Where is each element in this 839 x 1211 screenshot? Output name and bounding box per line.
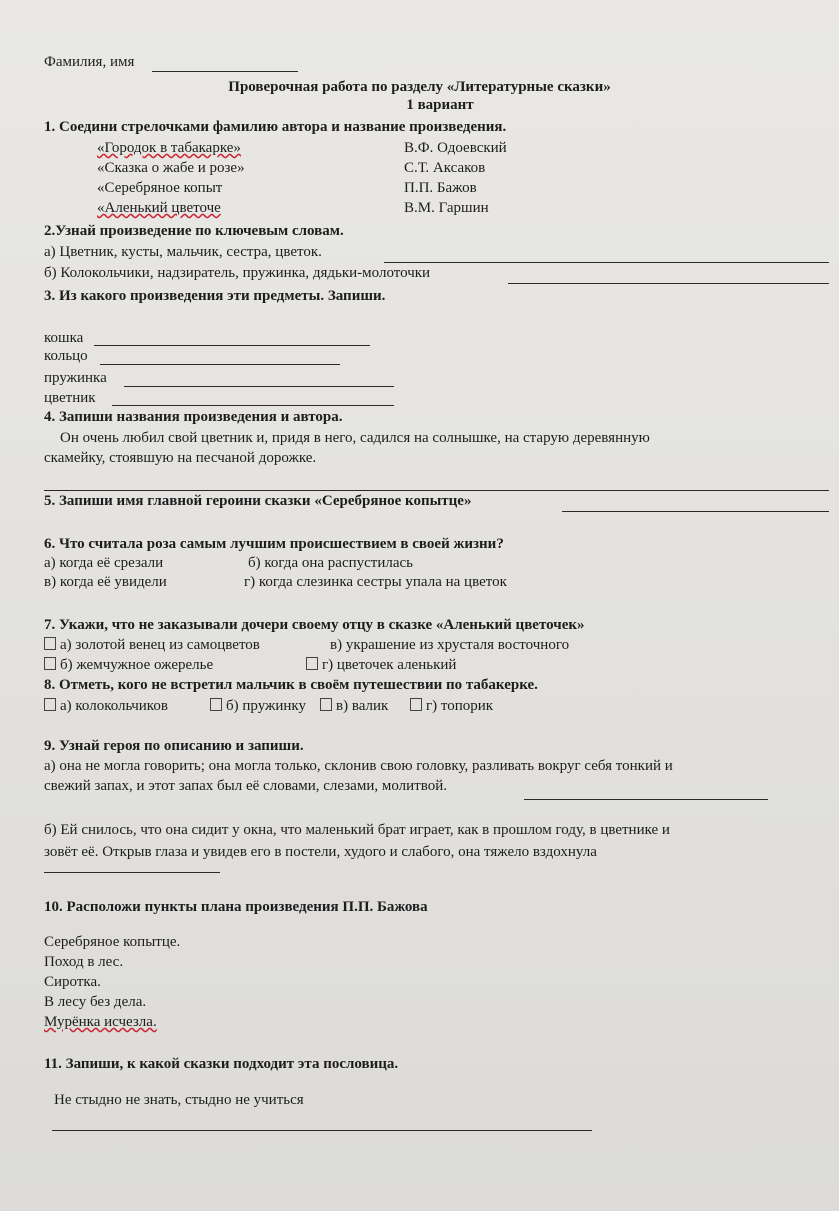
q4-text-line-2: скамейку, стоявшую на песчаной дорожке.: [44, 450, 317, 466]
q9-answer-line-a[interactable]: [524, 799, 768, 800]
q8-title: 8. Отметь, кого не встретил мальчик в своём путешествии по табакерке.: [44, 677, 538, 693]
q1-work-2: «Сказка о жабе и розе»: [97, 160, 245, 176]
checkbox-icon[interactable]: [410, 698, 422, 711]
q7-option-c[interactable]: б) жемчужное ожерелье: [44, 656, 213, 674]
q7-option-b[interactable]: в) украшение из хрусталя восточного: [330, 637, 570, 653]
q2-option-b: б) Колокольчики, надзиратель, пружинка, дядьки-молоточки: [44, 265, 431, 281]
q6-option-d[interactable]: г) когда слезинка сестры упала на цветок: [244, 574, 507, 590]
q10-plan-item-3: Сиротка.: [44, 974, 101, 990]
q5-title: 5. Запиши имя главной героини сказки «Серебряное копытце»: [44, 493, 472, 509]
q5-answer-line[interactable]: [562, 511, 829, 512]
checkbox-icon[interactable]: [320, 698, 332, 711]
q2-option-a: а) Цветник, кусты, мальчик, сестра, цветок.: [44, 244, 322, 260]
q7-title: 7. Укажи, что не заказывали дочери своему отцу в сказке «Аленький цветочек»: [44, 617, 585, 633]
q2-title: 2.Узнай произведение по ключевым словам.: [44, 223, 344, 239]
q1-author-2: С.Т. Аксаков: [404, 160, 486, 176]
q10-plan-item-2: Поход в лес.: [44, 954, 124, 970]
q3-answer-line-4[interactable]: [112, 405, 394, 406]
q2-answer-line-a[interactable]: [384, 262, 829, 263]
name-answer-line[interactable]: [152, 71, 298, 72]
q9-title: 9. Узнай героя по описанию и запиши.: [44, 738, 304, 754]
q7-option-d[interactable]: г) цветочек аленький: [306, 656, 456, 674]
q6-option-c[interactable]: в) когда её увидели: [44, 574, 167, 590]
q10-plan-item-5: Мурёнка исчезла.: [44, 1014, 157, 1030]
q3-item-4: цветник: [44, 390, 96, 406]
q10-plan-item-1: Серебряное копытце.: [44, 934, 181, 950]
q11-title: 11. Запиши, к какой сказки подходит эта пословица.: [44, 1056, 399, 1072]
name-label: Фамилия, имя: [44, 54, 135, 70]
q1-work-1: «Городок в табакарке»: [97, 140, 241, 156]
q9-part-a-line-1: а) она не могла говорить; она могла только, склонив свою головку, разливать вокруг себя тонкий и: [44, 758, 673, 774]
q11-proverb: Не стыдно не знать, стыдно не учиться: [54, 1092, 304, 1108]
q3-answer-line-3[interactable]: [124, 386, 394, 387]
q2-answer-line-b[interactable]: [508, 283, 829, 284]
checkbox-icon[interactable]: [44, 637, 56, 650]
q7-option-a[interactable]: а) золотой венец из самоцветов: [44, 636, 260, 654]
q3-answer-line-2[interactable]: [100, 364, 340, 365]
q8-option-a[interactable]: а) колокольчиков: [44, 697, 168, 715]
q3-title: 3. Из какого произведения эти предметы. Запиши.: [44, 288, 386, 304]
q3-item-3: пружинка: [44, 370, 107, 386]
q3-item-1: кошка: [44, 330, 84, 346]
q3-item-2: кольцо: [44, 348, 88, 364]
q9-part-b-line-1: б) Ей снилось, что она сидит у окна, что маленький брат играет, как в прошлом году, в цветнике и: [44, 822, 670, 838]
checkbox-icon[interactable]: [44, 698, 56, 711]
checkbox-icon[interactable]: [44, 657, 56, 670]
q10-plan-item-4: В лесу без дела.: [44, 994, 147, 1010]
q4-title: 4. Запиши названия произведения и автора.: [44, 409, 343, 425]
q1-work-4: «Аленький цветоче: [97, 200, 221, 216]
q1-title: 1. Соедини стрелочками фамилию автора и название произведения.: [44, 119, 507, 135]
variant-label: 1 вариант: [406, 97, 474, 113]
q8-option-b[interactable]: б) пружинку: [210, 697, 306, 715]
q9-part-b-line-2: зовёт её. Открыв глаза и увидев его в постели, худого и слабого, она тяжело вздохнула: [44, 844, 597, 860]
checkbox-icon[interactable]: [306, 657, 318, 670]
q9-answer-line-b[interactable]: [44, 872, 220, 873]
q9-part-a-line-2: свежий запах, и этот запах был её словами, слезами, молитвой.: [44, 778, 447, 794]
q6-option-a[interactable]: а) когда её срезали: [44, 555, 164, 571]
q8-option-d[interactable]: г) топорик: [410, 697, 493, 715]
q1-author-3: П.П. Бажов: [404, 180, 477, 196]
q1-author-1: В.Ф. Одоевский: [404, 140, 507, 156]
q10-title: 10. Расположи пункты плана произведения П.П. Бажова: [44, 899, 428, 915]
q6-option-b[interactable]: б) когда она распустилась: [248, 555, 414, 571]
q4-answer-line[interactable]: [44, 490, 829, 491]
checkbox-icon[interactable]: [210, 698, 222, 711]
q3-answer-line-1[interactable]: [94, 345, 370, 346]
q4-text-line-1: Он очень любил свой цветник и, придя в него, садился на солнышке, на старую деревянную: [60, 430, 650, 446]
q1-author-4: В.М. Гаршин: [404, 200, 489, 216]
worksheet-title: Проверочная работа по разделу «Литературные сказки»: [228, 79, 611, 95]
q11-answer-line[interactable]: [52, 1130, 592, 1131]
q6-title: 6. Что считала роза самым лучшим происшествием в своей жизни?: [44, 536, 504, 552]
q1-work-3: «Серебряное копыт: [97, 180, 223, 196]
q8-option-c[interactable]: в) валик: [320, 697, 388, 715]
